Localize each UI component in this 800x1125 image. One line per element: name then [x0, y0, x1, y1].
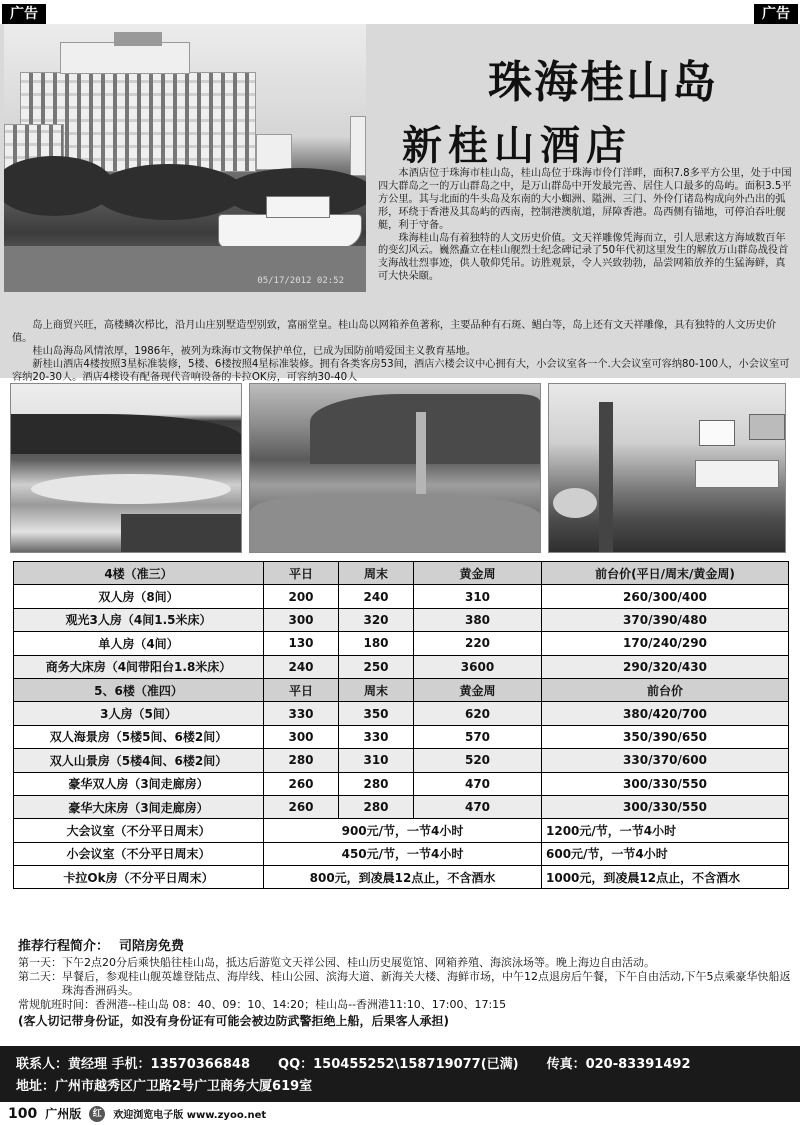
table-cell: 1200元/节，一节4小时 [542, 819, 789, 842]
boat-hull [218, 214, 362, 248]
table-cell: 双人海景房（5楼5间、6楼2间） [14, 725, 264, 748]
table-cell: 240 [339, 585, 414, 608]
hotel-photo [4, 24, 366, 292]
table-cell: 卡拉Ok房（不分平日周末） [14, 866, 264, 889]
page-number: 100 [8, 1105, 38, 1122]
table-cell: 470 [414, 795, 542, 818]
table-cell: 280 [264, 749, 339, 772]
table-row [14, 819, 789, 842]
table-cell: 330 [264, 702, 339, 725]
contact-fax: 传真：020-83391492 [546, 1057, 691, 1072]
contact-bar [0, 1046, 800, 1102]
wall-art [749, 414, 785, 440]
ferry-schedule: 常规航班时间：香洲港--桂山岛 08：40、09：10、14:20；桂山岛--香洲港11:10、17:00、17:15 [18, 998, 507, 1011]
page-footer [8, 1105, 266, 1122]
table-cell: 5、6楼（准四） [14, 678, 264, 701]
table-cell: 250 [339, 655, 414, 678]
rocks [250, 494, 541, 553]
table-cell: 200 [264, 585, 339, 608]
table-row [14, 795, 789, 818]
table-cell: 900元/节，一节4小时 [264, 819, 542, 842]
table-cell: 单人房（4间） [14, 632, 264, 655]
table-cell: 商务大床房（4间带阳台1.8米床） [14, 655, 264, 678]
intro-text-lower [12, 320, 792, 385]
table-cell: 240 [264, 655, 339, 678]
itinerary-day: 第一天： 下午2点20分后乘快船往桂山岛，抵达后游览文天祥公园、桂山历史展览馆、网箱养殖、海滨泳场等。晚上海边自由活动。 [18, 956, 655, 969]
table-cell: 双人山景房（5楼4间、6楼2间） [14, 749, 264, 772]
table-cell: 620 [414, 702, 542, 725]
table-cell: 小会议室（不分平日周末） [14, 842, 264, 865]
table-cell: 前台价(平日/周末/黄金周) [542, 562, 789, 585]
trees-middle [94, 164, 244, 220]
window [699, 420, 735, 446]
table-row [14, 842, 789, 865]
village [121, 514, 242, 553]
table-row [14, 608, 789, 631]
table-cell: 330/370/600 [542, 749, 789, 772]
table-cell: 大会议室（不分平日周末） [14, 819, 264, 842]
table-cell: 平日 [264, 678, 339, 701]
right-building [350, 116, 366, 176]
hotel-name-title: 新桂山酒店 [402, 122, 632, 169]
hotel-rooftop [60, 42, 190, 74]
pillar [599, 402, 613, 552]
table-cell: 豪华双人房（3间走廊房） [14, 772, 264, 795]
table-cell: 310 [339, 749, 414, 772]
itinerary-day: 第二天： 早餐后，参观桂山舰英雄登陆点、海岸线、桂山公园、滨海大道、新海关大楼、海鲜市场，中午12点退房后午餐，下午自由活动,下午5点乘豪华快船返珠海香洲码头。 [18, 970, 791, 997]
island-bay-photo [10, 383, 242, 553]
itinerary-heading: 推荐行程简介： 司陪房免费 [18, 939, 185, 954]
table-cell: 300 [264, 725, 339, 748]
brand-logo-icon: 红 [89, 1106, 105, 1122]
table-cell: 黄金周 [414, 678, 542, 701]
table-cell: 520 [414, 749, 542, 772]
table-row [14, 632, 789, 655]
table-cell: 3600 [414, 655, 542, 678]
intro-text [378, 168, 794, 284]
table-cell: 130 [264, 632, 339, 655]
table-cell: 260 [264, 772, 339, 795]
itinerary [18, 940, 798, 1028]
header-panel [0, 24, 800, 383]
bed [695, 460, 779, 488]
table-cell: 380 [414, 608, 542, 631]
table-cell: 260 [264, 795, 339, 818]
table-cell: 320 [339, 608, 414, 631]
coastal-rocks-photo [249, 383, 541, 553]
table-cell: 570 [414, 725, 542, 748]
table-row [14, 725, 789, 748]
website-link[interactable]: 欢迎浏览电子版 www.zyoo.net [113, 1110, 267, 1121]
table-cell: 周末 [339, 678, 414, 701]
table-header-row [14, 678, 789, 701]
table-cell: 380/420/700 [542, 702, 789, 725]
table [553, 488, 597, 518]
table-row [14, 749, 789, 772]
hotel-room-photo [548, 383, 786, 553]
ad-tag-right: 广告 [754, 4, 798, 24]
boat-cabin [266, 196, 330, 218]
table-row [14, 866, 789, 889]
table-cell: 双人房（8间） [14, 585, 264, 608]
edition-label: 广州版 [45, 1107, 82, 1121]
id-warning: (客人切记带身份证，如没有身份证有可能会被边防武警拒绝上船，后果客人承担) [18, 1014, 449, 1028]
table-cell: 4楼（准三） [14, 562, 264, 585]
table-row [14, 772, 789, 795]
monument [416, 412, 426, 496]
table-cell: 260/300/400 [542, 585, 789, 608]
table-cell: 300/330/550 [542, 772, 789, 795]
contact-address: 地址：广州市越秀区广卫路2号广卫商务大厦619室 [16, 1079, 313, 1094]
room-rate-table [13, 561, 789, 889]
table-row [14, 702, 789, 725]
table-cell: 300/330/550 [542, 795, 789, 818]
small-building [256, 134, 292, 170]
table-cell: 3人房（5间） [14, 702, 264, 725]
contact-person: 联系人：黄经理 手机：13570366848 [16, 1057, 251, 1072]
beach [31, 474, 231, 504]
itinerary-note: 司陪房免费 [119, 939, 185, 954]
intro-paragraph: 桂山岛海岛风情浓厚，1986年，被列为珠海市文物保护单位，已成为国防前哨爱国主义教育基地。 [32, 345, 477, 357]
table-cell: 330 [339, 725, 414, 748]
hill [11, 414, 242, 454]
table-cell: 450元/节，一节4小时 [264, 842, 542, 865]
table-cell: 280 [339, 772, 414, 795]
intro-paragraph: 本酒店位于珠海市桂山岛，桂山岛位于珠海市伶仃洋畔，面积7.8多平方公里，处于中国四大群岛之一的万山群岛之中，是万山群岛中开发最完善、居住人口最多的岛屿。面积3.5平方公里。其与北面的牛头岛及东南的大小蜘洲、隘洲、三门、外伶仃诸岛构成向外凸出的弧形，环绕于香港及其岛屿的西南，控制港澳航道，屏障香港。岛西侧有锚地，可停泊吞吐舰艇，利于守备。 [378, 168, 792, 231]
hotel-island-title: 珠海桂山岛 [488, 57, 718, 108]
table-cell: 600元/节，一节4小时 [542, 842, 789, 865]
ad-tag-left: 广告 [2, 4, 46, 24]
table-cell: 180 [339, 632, 414, 655]
intro-paragraph: 珠海桂山岛有着独特的人文历史价值。文天祥雕像凭海而立，引人思索这方海域数百年的变幻风云。巍然矗立在桂山舰烈士纪念碑记录了50年代初这里发生的解放万山群岛战役首支海战壮烈事迹，供人敬仰凭吊。访胜观景，令人兴致勃勃，品尝网箱放养的生猛海鲜，真可大快朵颐。 [378, 232, 789, 283]
photo-timestamp: 05/17/2012 02:52 [257, 276, 344, 286]
table-cell: 1000元，到凌晨12点止，不含酒水 [542, 866, 789, 889]
table-row [14, 655, 789, 678]
table-cell: 280 [339, 795, 414, 818]
table-row [14, 585, 789, 608]
table-cell: 前台价 [542, 678, 789, 701]
table-cell: 观光3人房（4间1.5米床） [14, 608, 264, 631]
table-cell: 470 [414, 772, 542, 795]
table-cell: 豪华大床房（3间走廊房） [14, 795, 264, 818]
intro-paragraph: 新桂山酒店4楼按照3星标准装修，5楼、6楼按照4星标准装修。拥有各类客房53间，酒店六楼会议中心拥有大，小会议室各一个.大会议室可容纳80-100人，小会议室可容纳20-30人。酒店4楼设有配备现代音响设备的卡拉OK房，可容纳30-40人 [12, 358, 790, 383]
table-cell: 350/390/650 [542, 725, 789, 748]
table-cell: 170/240/290 [542, 632, 789, 655]
table-cell: 周末 [339, 562, 414, 585]
table-cell: 黄金周 [414, 562, 542, 585]
table-cell: 370/390/480 [542, 608, 789, 631]
rooftop-sign [114, 32, 162, 46]
table-header-row [14, 562, 789, 585]
intro-paragraph: 岛上商贸兴旺，高楼鳞次栉比，沿月山庄别墅造型别致，富丽堂皇。桂山岛以网箱养鱼著称，主要品种有石斑、鲳白等，岛上还有文天祥雕像，具有独特的人文历史价值。 [12, 320, 777, 344]
table-cell: 平日 [264, 562, 339, 585]
table-cell: 300 [264, 608, 339, 631]
table-cell: 800元，到凌晨12点止，不含酒水 [264, 866, 542, 889]
table-cell: 290/320/430 [542, 655, 789, 678]
table-cell: 220 [414, 632, 542, 655]
table-cell: 350 [339, 702, 414, 725]
table-cell: 310 [414, 585, 542, 608]
contact-qq: QQ：150455252\158719077(已满) [278, 1057, 519, 1072]
